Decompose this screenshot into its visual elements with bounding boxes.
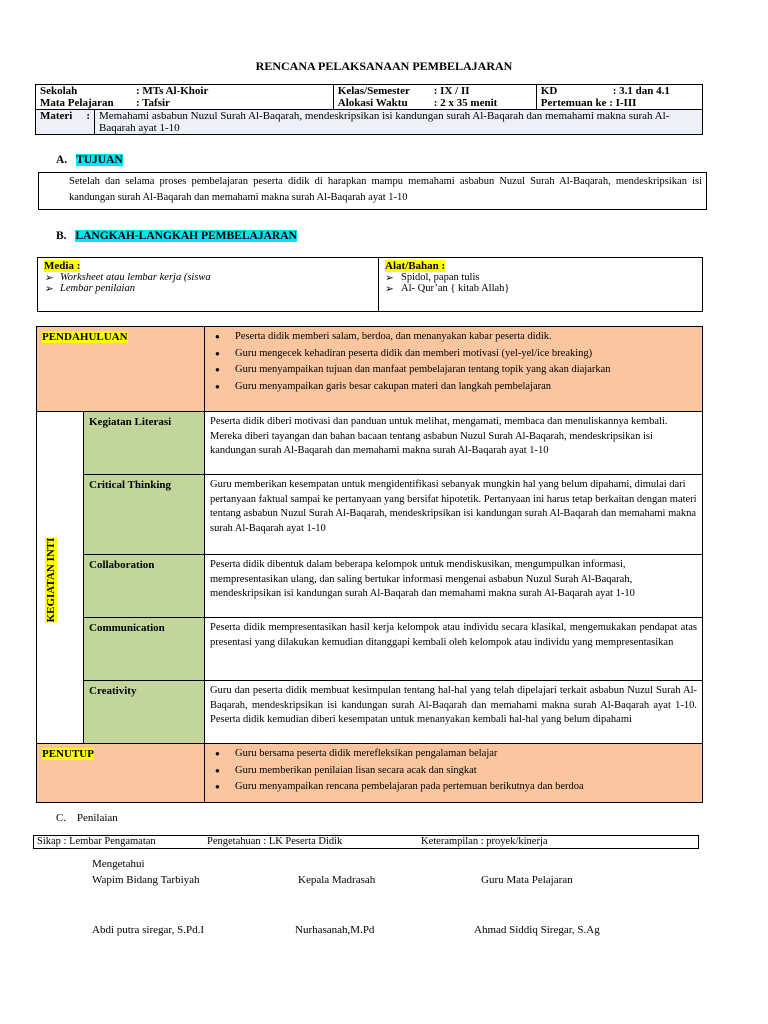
penilaian-sikap: Sikap : Lembar Pengamatan: [37, 836, 156, 847]
kd-value: : 3.1 dan 4.1: [612, 85, 670, 97]
penilaian-box: [33, 835, 699, 849]
alokasi-label: Alokasi Waktu: [337, 97, 408, 109]
materi-value: Memahami asbabun Nuzul Surah Al-Baqarah, mendeskripsikan isi kandungan surah Al-Baqarah dan memahami makna surah Al-Baqarah ayat 1-10: [95, 110, 703, 135]
media-item: ➢ Worksheet atau lembar kerja (siswa: [44, 272, 372, 283]
section-b-heading: [56, 230, 297, 242]
alat-label: Alat/Bahan :: [385, 260, 446, 272]
section-a-title: TUJUAN: [76, 154, 123, 166]
signature-role-3: Guru Mata Pelajaran: [481, 874, 573, 886]
pertemuan-label: Pertemuan ke : I-III: [540, 97, 637, 109]
tujuan-box: [38, 172, 707, 210]
page-title: RENCANA PELAKSANAAN PEMBELAJARAN: [255, 59, 513, 73]
section-a-letter: A.: [56, 154, 68, 166]
section-c-letter: C.: [56, 812, 67, 824]
pendahuluan-item: ● Peserta didik memberi salam, berdoa, dan menanyakan kabar peserta didik.: [210, 330, 697, 345]
penilaian-keterampilan: Keterampilan : proyek/kinerja: [421, 836, 548, 847]
kegiatan-inti-label: KEGIATAN INTI: [45, 537, 57, 623]
inti-label-literasi: Kegiatan Literasi: [89, 416, 172, 428]
pendahuluan-label: PENDAHULUAN: [42, 331, 128, 343]
inti-label-communication: Communication: [89, 622, 165, 634]
inti-text-critical-thinking: Guru memberikan kesempatan untuk mengidentifikasi sebanyak mungkin hal yang belum dipahami, dimulai dari pertanyaan faktual sampai ke pertanyaan yang bersifat hipotetik. Pertanyaan ini harus tetap berkaitan dengan materi tentang asbabun Nuzul Surah Al-Baqarah, mendeskripsikan isi kandungan surah Al-Baqarah dan memahami makna surah Al-Baqarah ayat 1-10: [205, 475, 703, 555]
materi-colon: :: [86, 110, 90, 122]
materi-label: Materi: [40, 110, 73, 122]
kegiatan-inti-vertical-label: [44, 535, 58, 625]
signature-role-2: Kepala Madrasah: [298, 874, 376, 886]
penilaian-pengetahuan: Pengetahuan : LK Peserta Didik: [207, 836, 343, 847]
media-label: Media :: [44, 260, 81, 272]
pendahuluan-item: ● Guru mengecek kehadiran peserta didik dan memberi motivasi (yel-yel/ice breaking): [210, 347, 697, 362]
section-c-title: Penilaian: [76, 812, 118, 824]
media-list: [44, 272, 372, 294]
tujuan-text: Setelah dan selama proses pembelajaran peserta didik di harapkan mampu memahami asbabun Nuzul Surah Al-Baqarah, mendeskripsikan isi kandungan surah Al-Baqarah dan memahami makna surah Al-Baqarah ayat 1-10: [69, 176, 702, 203]
inti-label-critical-thinking: Critical Thinking: [89, 479, 172, 491]
pendahuluan-item: ● Guru menyampaikan tujuan dan manfaat pembelajaran tentang topik yang akan diajarkan: [210, 363, 697, 378]
section-a-heading: [56, 154, 123, 166]
alokasi-value: : 2 x 35 menit: [433, 97, 498, 109]
sekolah-value: : MTs Al-Khoir: [136, 85, 209, 97]
alat-item: ➢ Spidol, papan tulis: [385, 272, 696, 283]
inti-text-collaboration: Peserta didik dibentuk dalam beberapa kelompok untuk mendiskusikan, mengumpulkan informasi, mempresentasikan ulang, dan saling bertukar informasi mengenai asbabun Nuzul Surah Al-Baqarah, mendeskripsikan isi kandungan surah Al-Baqarah dan memahami makna surah Al-Baqarah ayat 1-10: [205, 555, 703, 618]
media-table: [37, 257, 703, 312]
sekolah-label: Sekolah: [40, 85, 78, 97]
section-c-heading: [56, 812, 118, 824]
inti-label-creativity: Creativity: [89, 685, 137, 697]
penutup-label: PENUTUP: [42, 748, 94, 760]
inti-text-literasi: Peserta didik diberi motivasi dan panduan untuk melihat, mengamati, membaca dan menuliskannya kembali. Mereka diberi tayangan dan bahan bacaan tentang asbabun Nuzul Surah Al-Baqarah, mendeskripsikan isi kandungan surah Al-Baqarah dan memahami makna surah Al-Baqarah ayat 1-10: [205, 412, 703, 475]
signature-name-1: Abdi putra siregar, S.Pd.I: [92, 924, 204, 936]
pendahuluan-item: ● Guru menyampaikan garis besar cakupan materi dan langkah pembelajaran: [210, 380, 697, 395]
inti-label-collaboration: Collaboration: [89, 559, 155, 571]
penutup-item: ● Guru memberikan penilaian lisan secara acak dan singkat: [210, 764, 697, 779]
signature-role-1: Wapim Bidang Tarbiyah: [92, 874, 200, 886]
header-table: [35, 84, 703, 135]
section-b-letter: B.: [56, 230, 67, 242]
inti-text-creativity: Guru dan peserta didik membuat kesimpulan tentang hal-hal yang telah dipelajari terkait asbabun Nuzul Surah Al-Baqarah, mendeskripsikan isi kandungan surah Al-Baqarah dan memahami makna surah Al-Baqarah ayat 1-10. Peserta didik kemudian diberi kesempatan untuk menanyakan kembali hal-hal yang belum dipahami: [205, 681, 703, 744]
penutup-item: ● Guru bersama peserta didik merefleksikan pengalaman belajar: [210, 747, 697, 762]
inti-text-communication: Peserta didik mempresentasikan hasil kerja kelompok atau individu secara klasikal, mengemukakan pendapat atas presentasi yang dilakukan kemudian ditanggapi kembali oleh kelompok atau individu yang mempresentasikan: [205, 618, 703, 681]
pendahuluan-list: [210, 330, 697, 394]
mapel-label: Mata Pelajaran: [40, 97, 114, 109]
mengetahui-label: Mengetahui: [92, 858, 145, 870]
penutup-list: [210, 747, 697, 795]
signature-name-2: Nurhasanah,M.Pd: [295, 924, 375, 936]
media-item: ➢ Lembar penilaian: [44, 283, 372, 294]
kd-label: KD: [540, 85, 558, 97]
mapel-value: : Tafsir: [136, 97, 170, 109]
kelas-value: : IX / II: [433, 85, 470, 97]
activities-table: [36, 326, 703, 803]
penutup-item: ● Guru menyampaikan rencana pembelajaran pada pertemuan berikutnya dan berdoa: [210, 780, 697, 795]
signature-name-3: Ahmad Siddiq Siregar, S.Ag: [474, 924, 600, 936]
kelas-label: Kelas/Semester: [337, 85, 410, 97]
alat-list: [385, 272, 696, 294]
section-b-title: LANGKAH-LANGKAH PEMBELAJARAN: [75, 230, 297, 242]
alat-item: ➢ Al- Qur’an { kitab Allah}: [385, 283, 696, 294]
